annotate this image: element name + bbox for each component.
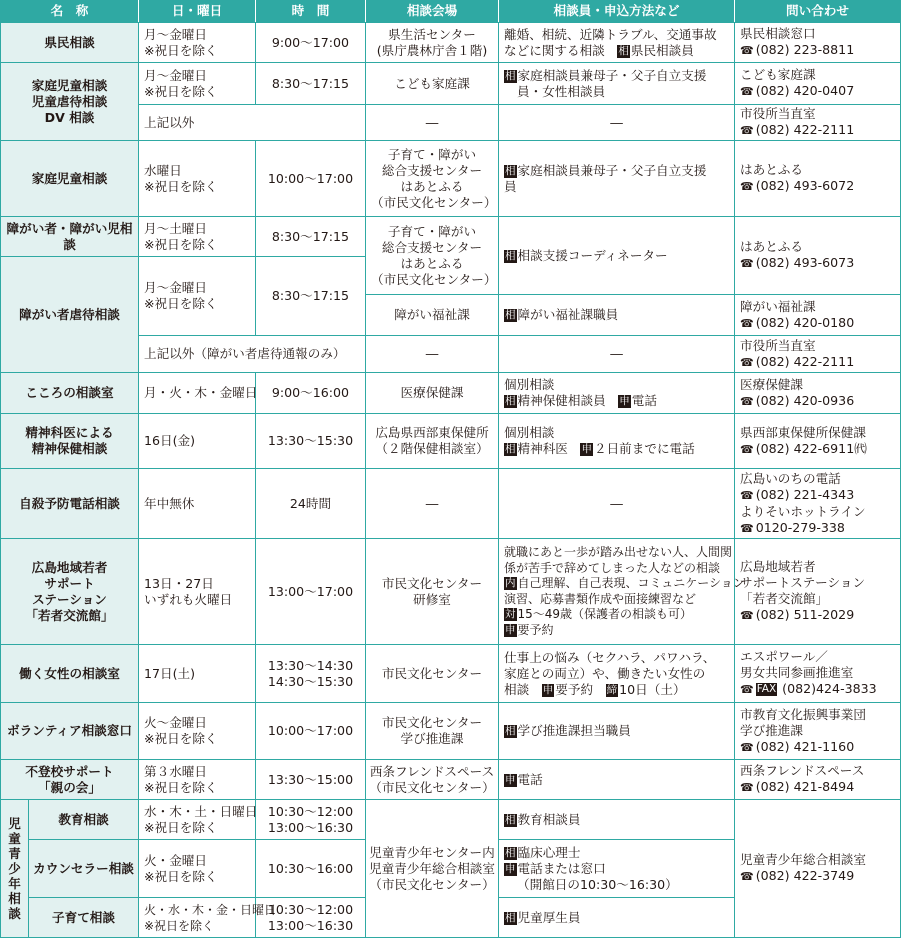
- fax-icon: FAX: [756, 683, 777, 695]
- phone-icon: ☎: [740, 180, 754, 193]
- header-staff: 相談員・申込方法など: [499, 0, 735, 23]
- phone-icon: ☎: [740, 124, 754, 137]
- table-row: [1, 141, 901, 217]
- row-name: 子育て相談: [29, 898, 139, 938]
- table-row: [1, 760, 901, 800]
- row-staff: 相 教育相談員: [499, 800, 735, 840]
- row-contact: 市役所当直室 ☎ (082) 422-2111: [735, 336, 901, 373]
- row-venue: 西条フレンドスペース （市民文化センター）: [366, 760, 499, 800]
- phone-icon: ☎: [740, 683, 754, 696]
- row-contact: 県西部東保健所保健課 ☎ (082) 422-6911㈹: [735, 414, 901, 469]
- row-name: 広島地域若者 サポート ステーション 「若者交流館」: [1, 539, 139, 645]
- phone-icon: ☎: [740, 316, 754, 330]
- phone-icon: ☎: [740, 488, 754, 502]
- row-name: 障がい者虐待相談: [1, 257, 139, 373]
- row-venue: 子育て・障がい 総合支援センター はあとふる （市民文化センター）: [366, 141, 499, 217]
- row-venue: こども家庭課: [366, 63, 499, 105]
- row-venue: ―: [366, 336, 499, 373]
- row-time: 10:30～16:00: [256, 840, 366, 898]
- table-row: [1, 645, 901, 703]
- row-time: 13:30～14:30 14:30～15:30: [256, 645, 366, 703]
- row-day: 月～金曜日 ※祝日を除く: [139, 257, 256, 336]
- row-day: 水・木・土・日曜日 ※祝日を除く: [139, 800, 256, 840]
- row-contact: 市役所当直室 ☎ (082) 422-2111: [735, 105, 901, 141]
- row-name: 働く女性の相談室: [1, 645, 139, 703]
- row-staff: 離婚、相続、近隣トラブル、交通事故 などに関する相談 相 県民相談員: [499, 23, 735, 63]
- row-contact: 西条フレンドスペース ☎ (082) 421-8494: [735, 760, 901, 800]
- row-name: ボランティア相談窓口: [1, 703, 139, 760]
- row-staff: 就職にあと一歩が踏み出せない人、人間関 係が苦手で辞めてしまった人などの相談 内 自己理解、自己表現、コミュニケーション 演習、応募書類作成や面接練習など 対 15～49歳（保護者の相談も可） 申 要予約: [499, 539, 735, 645]
- row-staff: 相 障がい福祉課職員: [499, 295, 735, 336]
- header-time: 時 間: [256, 0, 366, 23]
- row-time: 9:00～16:00: [256, 373, 366, 414]
- row-day: 月～金曜日 ※祝日を除く: [139, 63, 256, 105]
- row-name: 自殺予防電話相談: [1, 469, 139, 539]
- row-name: 不登校サポート 「親の会」: [1, 760, 139, 800]
- row-time: 8:30～17:15: [256, 63, 366, 105]
- row-contact: 広島いのちの電話 ☎ (082) 221-4343 よりそいホットライン ☎ 0120-279-338: [735, 469, 901, 539]
- phone-icon: ☎: [740, 521, 754, 535]
- table-row: [1, 373, 901, 414]
- row-time: 8:30～17:15: [256, 257, 366, 336]
- phone-icon: ☎: [740, 442, 754, 456]
- row-staff: 相 家庭相談員兼母子・父子自立支援 員・女性相談員: [499, 63, 735, 105]
- row-day: 月～土曜日 ※祝日を除く: [139, 217, 256, 257]
- row-staff: ―: [499, 336, 735, 373]
- row-venue: 県生活センター (県庁農林庁舎１階): [366, 23, 499, 63]
- row-time: 24時間: [256, 469, 366, 539]
- row-name: 教育相談: [29, 800, 139, 840]
- row-contact: はあとふる ☎ (082) 493-6072: [735, 141, 901, 217]
- row-contact: 障がい福祉課 ☎ (082) 420-0180: [735, 295, 901, 336]
- table-row: [1, 23, 901, 63]
- header-row: [1, 0, 901, 23]
- row-contact: エスポワール／ 男女共同参画推進室 ☎ FAX (082)424-3833: [735, 645, 901, 703]
- row-staff: ―: [499, 469, 735, 539]
- row-day: 17日(土): [139, 645, 256, 703]
- table-row: [1, 800, 901, 840]
- row-staff: 相 家庭相談員兼母子・父子自立支援 員: [499, 141, 735, 217]
- phone-icon: ☎: [740, 781, 754, 794]
- table-row: [1, 63, 901, 105]
- row-day: 水曜日 ※祝日を除く: [139, 141, 256, 217]
- row-contact: 県民相談窓口 ☎ (082) 223-8811: [735, 23, 901, 63]
- row-contact: こども家庭課 ☎ (082) 420-0407: [735, 63, 901, 105]
- row-staff: ―: [499, 105, 735, 141]
- phone-icon: ☎: [740, 85, 754, 98]
- row-time: 13:30～15:00: [256, 760, 366, 800]
- table-row: [1, 539, 901, 645]
- row-venue: ―: [366, 469, 499, 539]
- row-staff: 仕事上の悩み（セクハラ、パワハラ、 家庭との両立）や、働きたい女性の 相談 申 要予約 締 10日（土）: [499, 645, 735, 703]
- row-contact: 児童青少年総合相談室 ☎ (082) 422-3749: [735, 800, 901, 938]
- row-day: 月・火・木・金曜日: [139, 373, 256, 414]
- row-name: カウンセラー相談: [29, 840, 139, 898]
- row-contact: はあとふる ☎ (082) 493-6073: [735, 217, 901, 295]
- header-day: 日・曜日: [139, 0, 256, 23]
- row-venue: 市民文化センター: [366, 645, 499, 703]
- row-time: 10:30～12:00 13:00～16:30: [256, 898, 366, 938]
- row-time: 10:00～17:00: [256, 703, 366, 760]
- phone-icon: ☎: [740, 355, 754, 369]
- row-day: 年中無休: [139, 469, 256, 539]
- row-day: 第３水曜日 ※祝日を除く: [139, 760, 256, 800]
- table-row: [1, 469, 901, 539]
- phone-icon: ☎: [740, 257, 754, 270]
- row-time: 13:00～17:00: [256, 539, 366, 645]
- header-contact: 問い合わせ: [735, 0, 901, 23]
- row-time: 13:30～15:30: [256, 414, 366, 469]
- group-label: 児童青少年相談: [1, 800, 29, 938]
- row-venue: 子育て・障がい 総合支援センター はあとふる （市民文化センター）: [366, 217, 499, 295]
- row-venue: 障がい福祉課: [366, 295, 499, 336]
- phone-icon: ☎: [740, 740, 754, 754]
- row-staff: 個別相談 相 精神科医 申 ２日前までに電話: [499, 414, 735, 469]
- phone-icon: ☎: [740, 609, 754, 622]
- row-name: 精神科医による 精神保健相談: [1, 414, 139, 469]
- row-time: 9:00～17:00: [256, 23, 366, 63]
- row-name: こころの相談室: [1, 373, 139, 414]
- row-day: 13日・27日 いずれも火曜日: [139, 539, 256, 645]
- row-venue: 広島県西部東保健所 （２階保健相談室）: [366, 414, 499, 469]
- phone-icon: ☎: [740, 870, 754, 883]
- header-name: 名 称: [1, 0, 139, 23]
- row-staff: 申 電話: [499, 760, 735, 800]
- row-day: 火・金曜日 ※祝日を除く: [139, 840, 256, 898]
- row-day: 火～金曜日 ※祝日を除く: [139, 703, 256, 760]
- phone-icon: ☎: [740, 44, 754, 57]
- row-day: 月～金曜日 ※祝日を除く: [139, 23, 256, 63]
- row-staff: 相 学び推進課担当職員: [499, 703, 735, 760]
- table-row: [1, 414, 901, 469]
- row-staff: 相 相談支援コーディネーター: [499, 217, 735, 295]
- row-venue: 児童青少年センター内 児童青少年総合相談室 （市民文化センター）: [366, 800, 499, 938]
- row-time: 10:30～12:00 13:00～16:30: [256, 800, 366, 840]
- row-staff: 個別相談 相 精神保健相談員 申 電話: [499, 373, 735, 414]
- row-venue: 医療保健課: [366, 373, 499, 414]
- row-name: 家庭児童相談: [1, 141, 139, 217]
- row-venue: ―: [366, 105, 499, 141]
- row-staff: 相 児童厚生員: [499, 898, 735, 938]
- row-name: 県民相談: [1, 23, 139, 63]
- table-row: [1, 217, 901, 257]
- row-name: 家庭児童相談 児童虐待相談 DV 相談: [1, 63, 139, 141]
- header-venue: 相談会場: [366, 0, 499, 23]
- row-contact: 市教育文化振興事業団 学び推進課 ☎ (082) 421-1160: [735, 703, 901, 760]
- row-contact: 広島地域若者 サポートステーション 「若者交流館」 ☎ (082) 511-2029: [735, 539, 901, 645]
- row-contact: 医療保健課 ☎ (082) 420-0936: [735, 373, 901, 414]
- row-name: 障がい者・障がい児相談: [1, 217, 139, 257]
- row-day: 16日(金): [139, 414, 256, 469]
- row-venue: 市民文化センター 学び推進課: [366, 703, 499, 760]
- row-day: 上記以外: [139, 105, 366, 141]
- row-day: 火・水・木・金・日曜日 ※祝日を除く: [139, 898, 256, 938]
- row-time: 8:30～17:15: [256, 217, 366, 257]
- row-staff: 相 臨床心理士 申 電話または窓口 （開館日の10:30～16:30）: [499, 840, 735, 898]
- row-day: 上記以外（障がい者虐待通報のみ）: [139, 336, 366, 373]
- row-venue: 市民文化センター 研修室: [366, 539, 499, 645]
- table-row: [1, 703, 901, 760]
- phone-icon: ☎: [740, 394, 754, 408]
- row-time: 10:00～17:00: [256, 141, 366, 217]
